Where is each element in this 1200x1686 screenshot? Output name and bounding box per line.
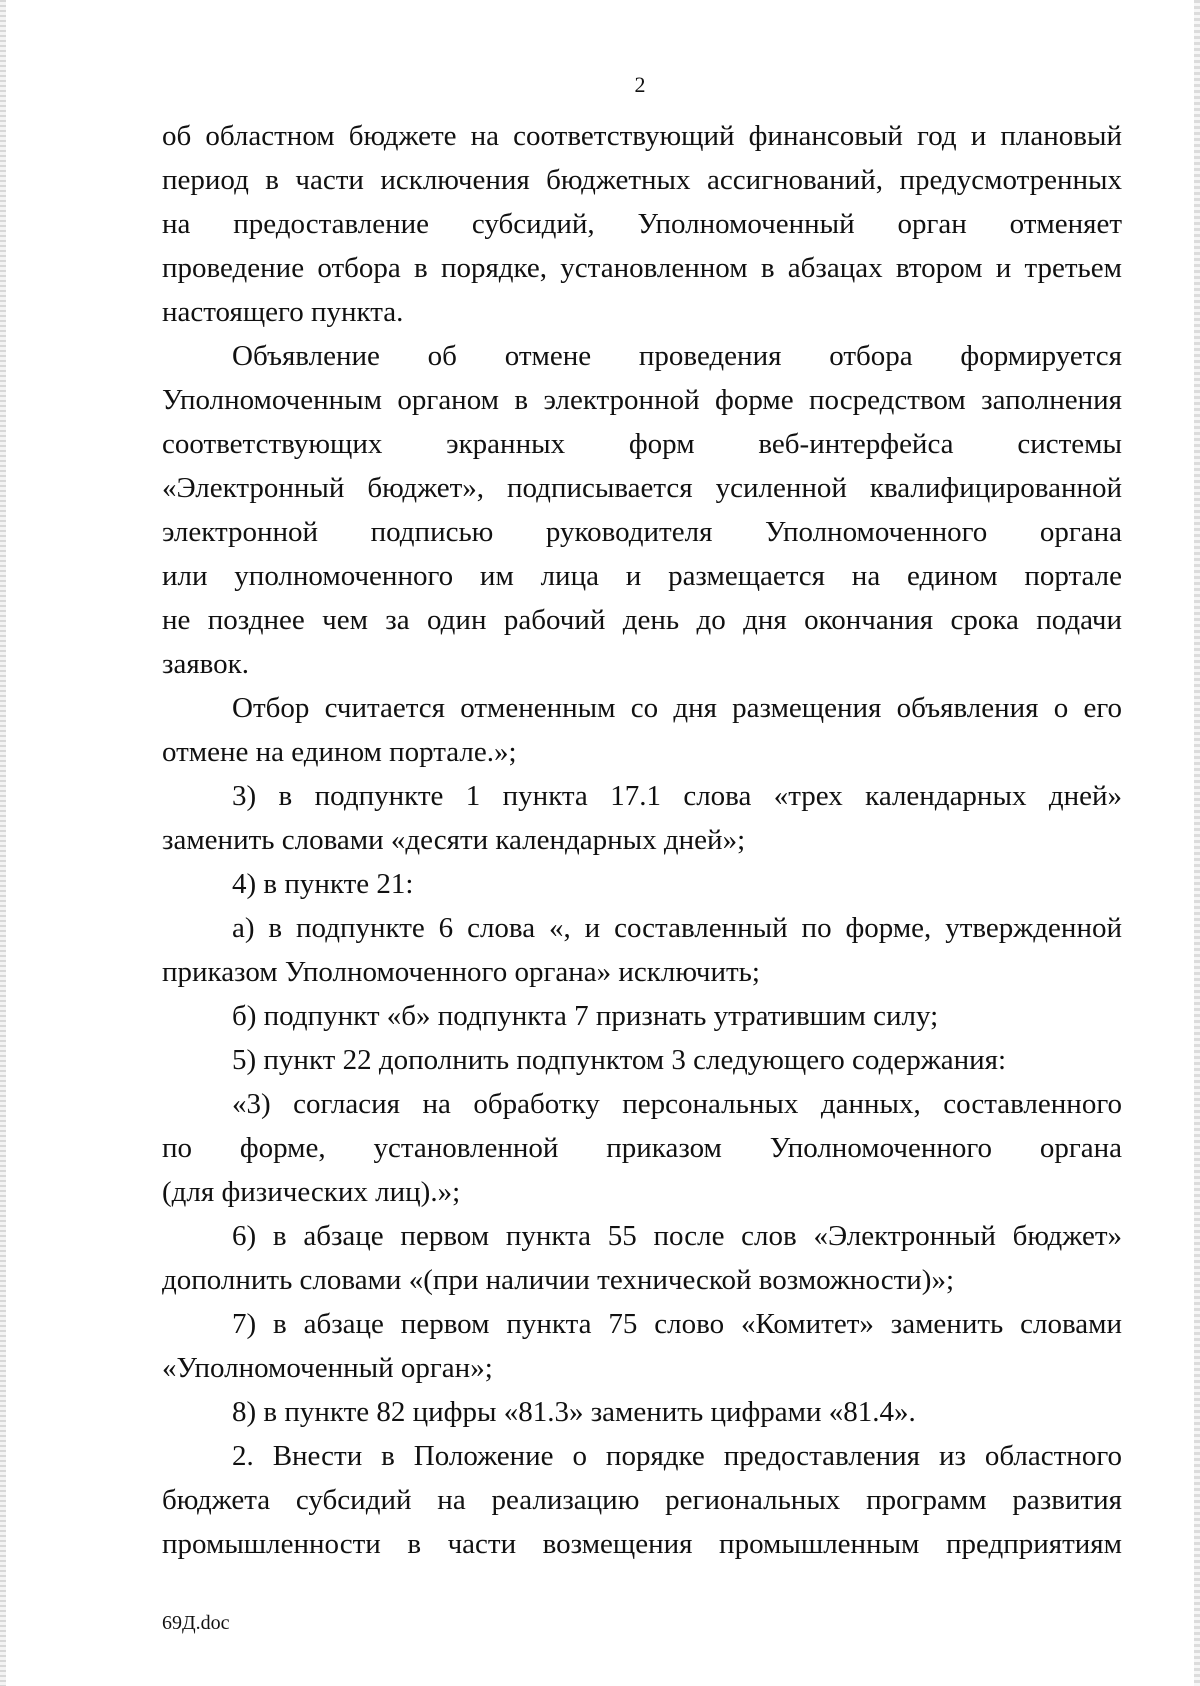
text-line: Уполномоченным органом в электронной форме посредством заполнения	[162, 384, 1122, 416]
text-line: об областном бюджете на соответствующий финансовый год и плановый	[162, 120, 1122, 152]
text-line: проведение отбора в порядке, установленном в абзацах втором и третьем	[162, 252, 1122, 284]
text-line: период в части исключения бюджетных ассигнований, предусмотренных	[162, 164, 1122, 196]
text-line: промышленности в части возмещения промышленным предприятиям	[162, 1528, 1122, 1560]
scan-edge-right	[1194, 0, 1200, 1686]
text-line: 8) в пункте 82 цифры «81.3» заменить цифрами «81.4».	[232, 1396, 916, 1428]
text-line: Отбор считается отмененным со дня размещения объявления о его	[232, 692, 1122, 724]
footer-filename: 69Д.doc	[162, 1612, 230, 1634]
text-line: 7) в абзаце первом пункта 75 слово «Комитет» заменить словами	[232, 1308, 1122, 1340]
text-line: а) в подпункте 6 слова «, и составленный по форме, утвержденной	[232, 912, 1122, 944]
text-line: дополнить словами «(при наличии технической возможности)»;	[162, 1264, 955, 1296]
text-line: «Электронный бюджет», подписывается усиленной квалифицированной	[162, 472, 1122, 504]
text-line: 6) в абзаце первом пункта 55 после слов «Электронный бюджет»	[232, 1220, 1122, 1252]
text-line: 5) пункт 22 дополнить подпунктом 3 следующего содержания:	[232, 1044, 1007, 1076]
text-line: (для физических лиц).»;	[162, 1176, 461, 1208]
paragraph	[162, 1390, 1122, 1434]
paragraph	[162, 1038, 1122, 1082]
paragraph	[162, 334, 1122, 686]
text-line: 2. Внести в Положение о порядке предоставления из областного	[232, 1440, 1122, 1472]
text-line: или уполномоченного им лица и размещается на едином портале	[162, 560, 1122, 592]
paragraph	[162, 1302, 1122, 1390]
page-number: 2	[634, 72, 646, 97]
text-line: б) подпункт «б» подпункта 7 признать утратившим силу;	[232, 1000, 939, 1032]
text-line: 4) в пункте 21:	[232, 868, 414, 900]
text-line: бюджета субсидий на реализацию региональных программ развития	[162, 1484, 1122, 1516]
text-line: электронной подписью руководителя Уполномоченного органа	[162, 516, 1122, 548]
text-line: «3) согласия на обработку персональных данных, составленного	[232, 1088, 1122, 1120]
text-line: соответствующих экранных форм веб-интерфейса системы	[162, 428, 1122, 460]
paragraph	[162, 906, 1122, 994]
text-line: «Уполномоченный орган»;	[162, 1352, 493, 1384]
text-line: не позднее чем за один рабочий день до дня окончания срока подачи	[162, 604, 1122, 636]
text-line: на предоставление субсидий, Уполномоченный орган отменяет	[162, 208, 1122, 240]
text-line: приказом Уполномоченного органа» исключить;	[162, 956, 760, 988]
paragraph	[162, 862, 1122, 906]
text-line: настоящего пункта.	[162, 296, 404, 328]
text-line: 3) в подпункте 1 пункта 17.1 слова «трех календарных дней»	[232, 780, 1122, 812]
scan-edge-left	[0, 0, 6, 1686]
text-line: Объявление об отмене проведения отбора формируется	[232, 340, 1122, 372]
text-line: заявок.	[162, 648, 249, 680]
paragraph	[162, 994, 1122, 1038]
paragraph	[162, 1082, 1122, 1214]
text-line: по форме, установленной приказом Уполномоченного органа	[162, 1132, 1122, 1164]
paragraph	[162, 1434, 1122, 1566]
text-line: отмене на едином портале.»;	[162, 736, 517, 768]
paragraph	[162, 686, 1122, 774]
document-body	[162, 114, 1122, 1566]
paragraph	[162, 114, 1122, 334]
text-line: заменить словами «десяти календарных дней»;	[162, 824, 746, 856]
paragraph	[162, 1214, 1122, 1302]
paragraph	[162, 774, 1122, 862]
